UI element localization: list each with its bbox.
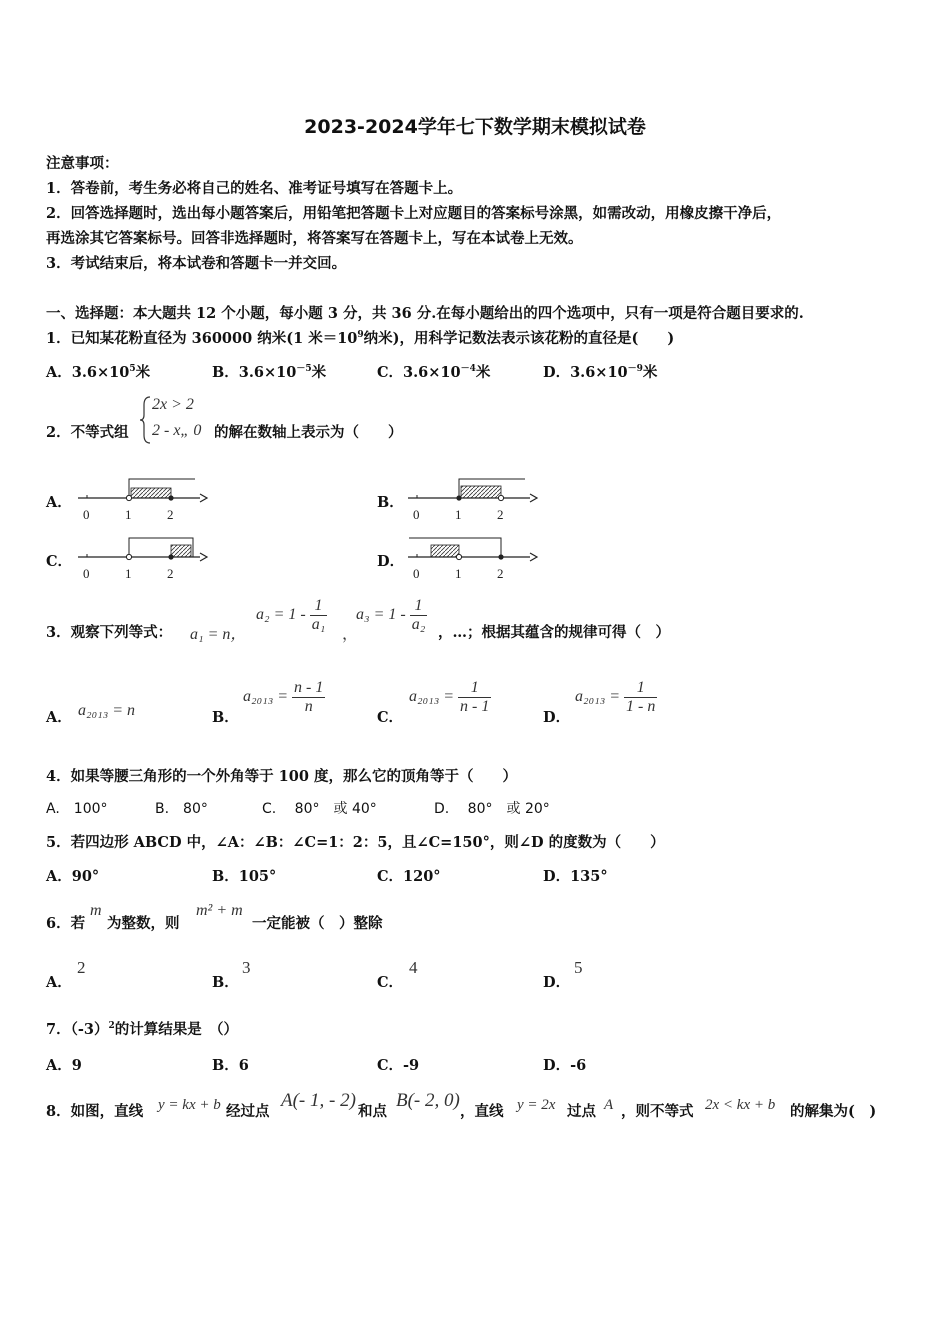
- number-line-c: [75, 531, 210, 583]
- tick-label: 0: [83, 566, 90, 581]
- q3-eq3: a₃ = 1 - $\frac{1}{\text{a₂}}$: [356, 597, 426, 633]
- q3-option-d-expr: a₂₀₁₃ = $\frac{1}{1 - n}$: [575, 679, 656, 715]
- q6-expr: m² + m: [196, 902, 243, 919]
- q1-option-b: B．$3.6\times 10^{-5}$米: [212, 364, 327, 381]
- question-4: 4．如果等腰三角形的一个外角等于 100 度，那么它的顶角等于（ ）: [46, 768, 517, 785]
- q6-suffix: 一定能被（ ）整除: [252, 915, 383, 932]
- q5-option-a: A．90°: [46, 868, 100, 885]
- q7-option-b: B．6: [212, 1057, 249, 1074]
- q2-option-d-label: D．: [377, 553, 405, 570]
- number-line-a: [75, 472, 210, 524]
- q3-prefix: 3．观察下列等式：: [46, 624, 173, 641]
- tick-label: 2: [497, 566, 504, 581]
- number-line-b: [405, 472, 540, 524]
- q8-part-5: 过点: [567, 1103, 596, 1120]
- q6-option-b-label: B．: [212, 974, 239, 991]
- tick-label: 0: [413, 566, 420, 581]
- q6-option-c-label: C．: [377, 974, 404, 991]
- notice-item-2: 2．回答选择题时，选出每小题答案后，用铅笔把答题卡上对应题目的答案标号涂黑，如需改动，用橡皮擦干净后，: [46, 205, 782, 222]
- q6-prefix: 6．若: [46, 915, 86, 932]
- q2-option-a-label: A．: [46, 494, 72, 511]
- question-5: 5．若四边形 ABCD 中，∠A：∠B：∠C=1：2：5，且∠C=150°，则∠D 的度数为（ ）: [46, 834, 665, 851]
- q8-ineq: 2x < kx + b: [705, 1097, 776, 1113]
- q6-option-a-label: A．: [46, 974, 72, 991]
- tick-label: 1: [455, 507, 462, 522]
- question-7: 7．$(-3)^2$的计算结果是 （）: [46, 1021, 238, 1038]
- q6-option-c-value: 4: [409, 958, 418, 977]
- q3-option-c-label: C．: [377, 709, 404, 726]
- number-line-d: [405, 531, 540, 583]
- q2-prefix: 2．不等式组: [46, 424, 129, 441]
- q6-m: m: [90, 902, 102, 919]
- q5-option-c: C．120°: [377, 868, 441, 885]
- q2-option-b-label: B．: [377, 494, 404, 511]
- q5-option-d: D．135°: [543, 868, 608, 885]
- q8-a: A: [604, 1097, 614, 1113]
- q4-option-a: A. 100°: [46, 801, 108, 817]
- q6-option-a-value: 2: [77, 958, 86, 977]
- q8-point-a: A(- 1, - 2): [281, 1090, 356, 1111]
- q8-line1: y = kx + b: [158, 1097, 221, 1113]
- q8-point-b: B(- 2, 0): [396, 1090, 460, 1111]
- tick-label: 2: [167, 566, 174, 581]
- q2-ineq-line2: 2 - x„ 0: [152, 422, 202, 439]
- tick-label: 1: [125, 507, 132, 522]
- notice-heading: 注意事项：: [46, 155, 119, 172]
- question-1: 1．已知某花粉直径为 360000 纳米(1 米$=10^9$纳米)，用科学记数法表示该花粉的直径是( ): [46, 330, 675, 347]
- q4-option-d: D. 80° 或 20°: [434, 801, 550, 817]
- q8-part-3: 和点: [358, 1103, 387, 1120]
- q3-option-a-label: A．: [46, 709, 72, 726]
- q1-option-a: A．$3.6\times 10^5$米: [46, 364, 151, 381]
- page-title: 2023-2024学年七下数学期末模拟试卷: [304, 116, 646, 138]
- q3-eq1: a₁ = n，: [190, 626, 247, 643]
- q8-part-1: 8．如图，直线: [46, 1103, 144, 1120]
- q7-option-a: A．9: [46, 1057, 82, 1074]
- tick-label: 2: [497, 507, 504, 522]
- q3-option-b-expr: a₂₀₁₃ = $\frac{n - 1}{n}$: [243, 679, 324, 715]
- q6-option-d-label: D．: [543, 974, 571, 991]
- q3-suffix: ，…；根据其蕴含的规律可得（ ）: [438, 624, 670, 641]
- tick-label: 0: [413, 507, 420, 522]
- q3-eq2: a₂ = 1 - $\frac{1}{\text{a₁}}$: [256, 597, 326, 633]
- q8-part-6: ，则不等式: [621, 1103, 694, 1120]
- q3-option-c-expr: a₂₀₁₃ = $\frac{1}{n - 1}$: [409, 679, 490, 715]
- q2-ineq-line1: 2x > 2: [152, 396, 194, 413]
- notice-item-2-cont: 再选涂其它答案标号。回答非选择题时，将答案写在答题卡上，写在本试卷上无效。: [46, 230, 583, 247]
- q6-option-b-value: 3: [242, 958, 251, 977]
- q8-part-7: 的解集为( ): [790, 1103, 877, 1120]
- tick-label: 1: [125, 566, 132, 581]
- notice-item-3: 3．考试结束后，将本试卷和答题卡一并交回。: [46, 255, 347, 272]
- q1-option-c: C．$3.6\times 10^{-4}$米: [377, 364, 491, 381]
- q3-option-b-label: B．: [212, 709, 239, 726]
- notice-item-1: 1．答卷前，考生务必将自己的姓名、准考证号填写在答题卡上。: [46, 180, 463, 197]
- q2-option-c-label: C．: [46, 553, 73, 570]
- tick-label: 2: [167, 507, 174, 522]
- q4-option-b: B. 80°: [155, 801, 208, 817]
- q7-option-d: D．-6: [543, 1057, 587, 1074]
- q8-line2: y = 2x: [517, 1097, 556, 1113]
- q5-option-b: B．105°: [212, 868, 277, 885]
- q4-option-c: C. 80° 或 40°: [262, 801, 377, 817]
- q3-option-a-expr: a₂₀₁₃ = n: [78, 702, 136, 719]
- q8-part-2: 经过点: [226, 1103, 270, 1120]
- q6-option-d-value: 5: [574, 958, 583, 977]
- q1-option-d: D．$3.6\times 10^{-9}$米: [543, 364, 658, 381]
- q7-option-c: C．-9: [377, 1057, 420, 1074]
- q8-part-4: ，直线: [460, 1103, 504, 1120]
- left-brace-icon: [138, 395, 152, 445]
- tick-label: 0: [83, 507, 90, 522]
- q2-suffix: 的解在数轴上表示为（ ）: [214, 424, 403, 441]
- section-heading: 一、选择题：本大题共 12 个小题，每小题 3 分，共 36 分.在每小题给出的四个选项中，只有一项是符合题目要求的.: [46, 305, 804, 322]
- q6-mid: 为整数，则: [107, 915, 180, 932]
- tick-label: 1: [455, 566, 462, 581]
- q3-option-d-label: D．: [543, 709, 571, 726]
